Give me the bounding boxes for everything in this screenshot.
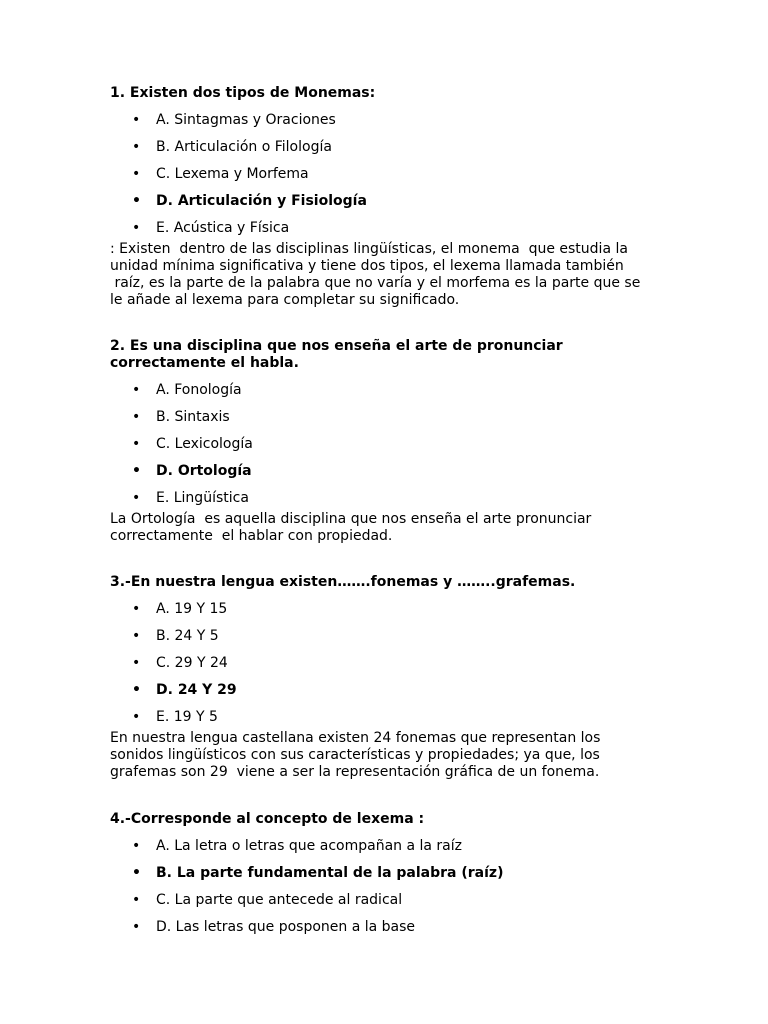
option-text: E. Acústica y Física — [156, 220, 290, 236]
options-list — [110, 112, 670, 247]
option-item — [110, 220, 670, 247]
option-text: C. 29 Y 24 — [156, 655, 228, 671]
bullet-icon: • — [132, 463, 141, 479]
option-text: D. Las letras que posponen a la base — [156, 919, 416, 935]
option-text: D. Articulación y Fisiología — [156, 193, 367, 209]
option-item-correct — [110, 463, 670, 490]
question-title: 2. Es una disciplina que nos enseña el arte de pronunciar correctamente el habla. — [110, 338, 563, 371]
option-text: C. La parte que antecede al radical — [156, 892, 403, 908]
option-item — [110, 166, 670, 193]
bullet-icon: • — [132, 628, 141, 644]
question-title: 3.-En nuestra lengua existen…….fonemas y ……..grafemas. — [110, 574, 576, 590]
option-text: B. 24 Y 5 — [156, 628, 219, 644]
question-title: 1. Existen dos tipos de Monemas: — [110, 85, 376, 101]
bullet-icon: • — [132, 655, 141, 671]
option-text: E. Lingüística — [156, 490, 249, 506]
question-4 — [110, 811, 670, 946]
option-item — [110, 112, 670, 139]
bullet-icon: • — [132, 865, 141, 881]
option-text: A. Sintagmas y Oraciones — [156, 112, 336, 128]
explanation-text: En nuestra lengua castellana existen 24 fonemas que representan los sonidos lingüísticos con sus características y propiedades; ya que, los grafemas son 29 viene a ser la representación gráfica de un fonema. — [110, 730, 601, 780]
bullet-icon: • — [132, 601, 141, 617]
option-text: A. La letra o letras que acompañan a la raíz — [156, 838, 462, 854]
explanation-text: : Existen dentro de las disciplinas lingüísticas, el monema que estudia la unidad mínima significativa y tiene dos tipos, el lexema llamada también raíz, es la parte de la palabra que no varía y el morfema es la parte que se le añade al lexema para completar su significado. — [110, 241, 641, 308]
option-item — [110, 382, 670, 409]
option-item-correct — [110, 682, 670, 709]
option-item — [110, 655, 670, 682]
question-3 — [110, 574, 670, 781]
bullet-icon: • — [132, 409, 141, 425]
option-text: D. 24 Y 29 — [156, 682, 237, 698]
option-text: C. Lexicología — [156, 436, 253, 452]
options-list — [110, 382, 670, 517]
option-item — [110, 490, 670, 517]
option-item — [110, 601, 670, 628]
bullet-icon: • — [132, 112, 141, 128]
option-text: B. Sintaxis — [156, 409, 230, 425]
option-item — [110, 838, 670, 865]
question-2 — [110, 338, 670, 545]
options-list — [110, 601, 670, 736]
bullet-icon: • — [132, 682, 141, 698]
option-text: E. 19 Y 5 — [156, 709, 218, 725]
options-list — [110, 838, 670, 946]
option-item — [110, 919, 670, 946]
bullet-icon: • — [132, 193, 141, 209]
explanation-text: La Ortología es aquella disciplina que nos enseña el arte pronunciar correctamente el hablar con propiedad. — [110, 511, 592, 544]
bullet-icon: • — [132, 919, 141, 935]
question-1 — [110, 85, 670, 309]
option-item — [110, 436, 670, 463]
option-item — [110, 409, 670, 436]
option-text: C. Lexema y Morfema — [156, 166, 309, 182]
bullet-icon: • — [132, 166, 141, 182]
bullet-icon: • — [132, 838, 141, 854]
bullet-icon: • — [132, 436, 141, 452]
option-item-correct — [110, 865, 670, 892]
bullet-icon: • — [132, 490, 141, 506]
option-item-correct — [110, 193, 670, 220]
bullet-icon: • — [132, 382, 141, 398]
option-text: B. La parte fundamental de la palabra (raíz) — [156, 865, 504, 881]
option-text: D. Ortología — [156, 463, 252, 479]
question-title: 4.-Corresponde al concepto de lexema : — [110, 811, 425, 827]
bullet-icon: • — [132, 892, 141, 908]
bullet-icon: • — [132, 139, 141, 155]
option-item — [110, 709, 670, 736]
option-item — [110, 892, 670, 919]
option-item — [110, 139, 670, 166]
bullet-icon: • — [132, 220, 141, 236]
option-text: A. Fonología — [156, 382, 242, 398]
option-text: B. Articulación o Filología — [156, 139, 332, 155]
option-item — [110, 628, 670, 655]
bullet-icon: • — [132, 709, 141, 725]
option-text: A. 19 Y 15 — [156, 601, 228, 617]
